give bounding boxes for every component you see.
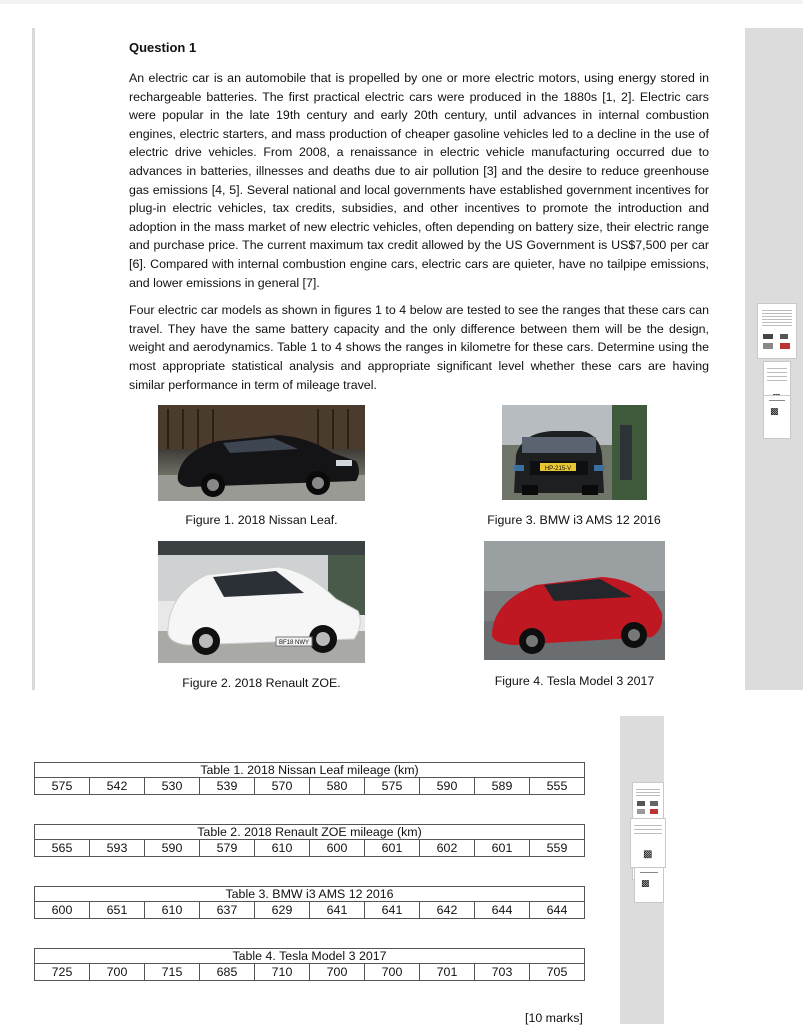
table-1-row: [35, 778, 584, 794]
checker-icon-2: ▩: [770, 406, 779, 416]
page-thumbnail-6[interactable]: [634, 867, 664, 903]
table-2-title: Table 2. 2018 Renault ZOE mileage (km): [35, 825, 584, 840]
table-cell: 610: [255, 840, 310, 856]
top-strip: [0, 0, 803, 4]
table-3-row: [35, 902, 584, 918]
table-cell: 600: [35, 902, 90, 918]
figure-2-renault-zoe-photo: [158, 541, 365, 663]
table-cell: 700: [90, 964, 145, 980]
table-cell: 579: [200, 840, 255, 856]
table-cell: 530: [145, 778, 200, 794]
figure-4-caption: Figure 4. Tesla Model 3 2017: [494, 674, 655, 688]
table-cell: 629: [255, 902, 310, 918]
table-cell: 637: [200, 902, 255, 918]
checker-icon-3: ▩: [643, 849, 653, 860]
figure-1-nissan-leaf-photo: [158, 405, 365, 501]
table-cell: 539: [200, 778, 255, 794]
bmw-license-plate: HP-215-V: [544, 466, 572, 472]
table-cell: 644: [475, 902, 530, 918]
table-cell: 570: [255, 778, 310, 794]
table-cell: 580: [310, 778, 365, 794]
intro-paragraph: An electric car is an automobile that is propelled by one or more electric motors, using energy stored in rechargeable batteries. The first practical electric cars were produced in the 1880s [1, 2]. Electric cars were popular in the late 19th century and early 20th century, until advances in internal combustion engines, electric starters, and mass production of cheaper gasoline vehicles led to a decline in the use of electric drive vehicles. From 2008, a renaissance in electric vehicle manufacturing occurred due to advances in batteries, illnesses and deaths due to air pollution [3] and the desire to reduce greenhouse gas emissions [4, 5]. Several national and local governments have established government incentives for plug-in electric vehicles, tax credits, subsidies, and other incentives to promote the introduction and adoption in the mass market of new electric vehicles, often depending on battery size, their electric range and purchase price. The current maximum tax credit allowed by the US Government is US$7,500 per car [6]. Compared with internal combustion engine cars, electric cars are quieter, have no tailpipe emissions, and lower emissions in general [7].: [129, 71, 709, 290]
page-left-border: [32, 28, 35, 690]
table-cell: 705: [546, 965, 568, 979]
table-3-title: Table 3. BMW i3 AMS 12 2016: [35, 887, 584, 902]
page-thumbnail-panel-2: [620, 716, 664, 1024]
table-cell: 651: [90, 902, 145, 918]
page-thumbnail-1[interactable]: [757, 303, 797, 359]
table-cell: 565: [35, 840, 90, 856]
table-cell: 542: [90, 778, 145, 794]
table-cell: 715: [145, 964, 200, 980]
table-cell: 701: [420, 964, 475, 980]
table-cell: 610: [145, 902, 200, 918]
renault-license-plate: BF18 NWY: [278, 640, 310, 646]
table-4-tesla-model-3: [34, 948, 585, 981]
table-cell: 710: [255, 964, 310, 980]
table-cell: 575: [365, 778, 420, 794]
table-cell: 555: [546, 779, 568, 793]
table-cell: 700: [365, 964, 420, 980]
table-cell: 601: [365, 840, 420, 856]
table-cell: 602: [420, 840, 475, 856]
table-cell: 642: [420, 902, 475, 918]
question-title: Question 1: [129, 40, 197, 55]
table-1-title: Table 1. 2018 Nissan Leaf mileage (km): [35, 763, 584, 778]
figure-2-caption: Figure 2. 2018 Renault ZOE.: [182, 676, 341, 690]
table-cell: 589: [475, 778, 530, 794]
figure-3-bmw-i3-photo: [502, 405, 647, 500]
table-cell: 600: [310, 840, 365, 856]
page-thumbnail-panel-1: [745, 28, 803, 690]
table-cell: 590: [145, 840, 200, 856]
table-1-nissan-leaf: [34, 762, 585, 795]
figure-4-tesla-model-3-photo: [484, 541, 665, 660]
table-cell: 700: [310, 964, 365, 980]
marks-label: [10 marks]: [525, 1011, 583, 1025]
table-cell: 590: [420, 778, 475, 794]
table-4-row: [35, 964, 584, 980]
table-cell: 644: [546, 903, 568, 917]
table-cell: 641: [310, 902, 365, 918]
checker-icon-4: ▩: [641, 878, 650, 888]
table-2-row: [35, 840, 584, 856]
table-4-title: Table 4. Tesla Model 3 2017: [35, 949, 584, 964]
table-cell: 725: [35, 964, 90, 980]
table-cell: 575: [35, 778, 90, 794]
table-cell: 601: [475, 840, 530, 856]
page-thumbnail-5[interactable]: [630, 818, 666, 868]
table-cell: 559: [546, 841, 568, 855]
table-3-bmw-i3: [34, 886, 585, 919]
table-cell: 593: [90, 840, 145, 856]
page-thumbnail-3[interactable]: [763, 395, 791, 439]
task-paragraph: Four electric car models as shown in figures 1 to 4 below are tested to see the ranges that these cars can travel. They have the same battery capacity and the only difference between them will be the design, weight and aerodynamics. Table 1 to 4 shows the ranges in kilometre for these cars. Determine using the most appropriate statistical analysis and appropriate significant level whether these cars are having similar performance in term of mileage travel.: [129, 303, 709, 392]
table-cell: 703: [475, 964, 530, 980]
figure-1-caption: Figure 1. 2018 Nissan Leaf.: [185, 513, 338, 527]
question-content: [129, 40, 709, 403]
table-cell: 685: [200, 964, 255, 980]
table-cell: 641: [365, 902, 420, 918]
table-2-renault-zoe: [34, 824, 585, 857]
figure-3-caption: Figure 3. BMW i3 AMS 12 2016: [487, 513, 661, 527]
